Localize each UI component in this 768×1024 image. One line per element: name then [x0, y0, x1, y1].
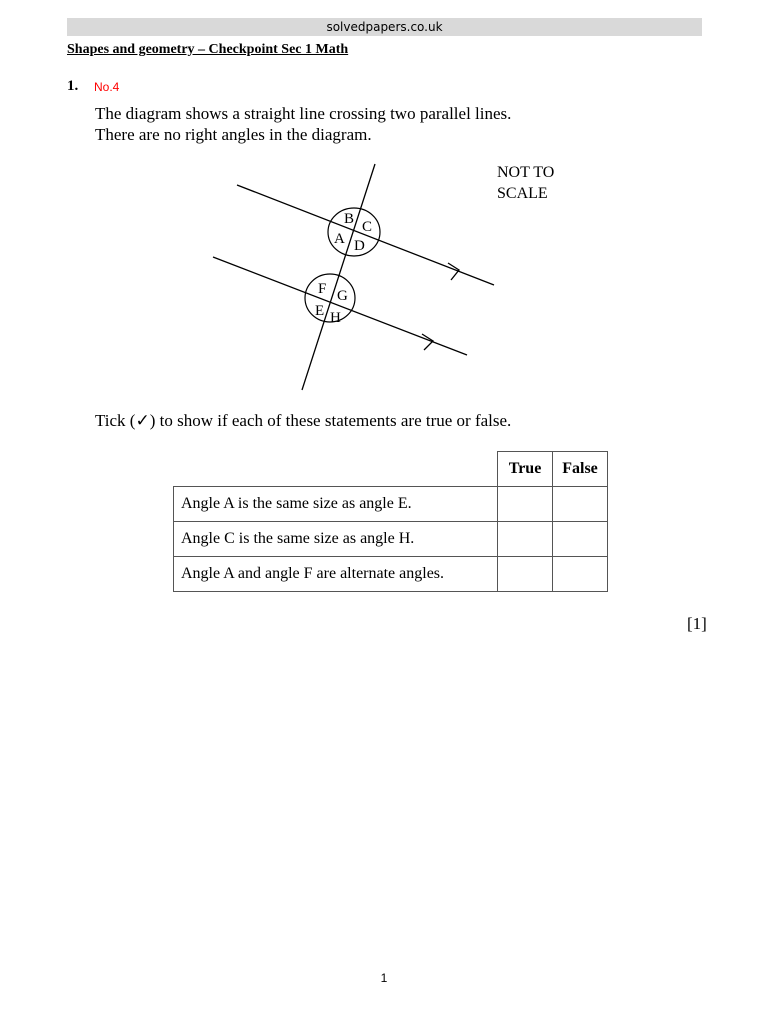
angle-label-b: B: [344, 211, 355, 227]
angle-label-d: D: [354, 238, 365, 254]
header-false: False: [553, 452, 608, 487]
statement-cell: Angle C is the same size as angle H.: [174, 522, 498, 557]
angle-label-f: F: [318, 281, 327, 297]
page-title: Shapes and geometry – Checkpoint Sec 1 Math: [67, 42, 349, 57]
parallel-lines-diagram: [0, 0, 768, 420]
angle-label-g: G: [337, 288, 348, 304]
statement-cell: Angle A is the same size as angle E.: [174, 487, 498, 522]
table-row: [174, 487, 608, 522]
parallel-arrow-1: [448, 263, 459, 280]
header-empty-cell: [174, 452, 498, 487]
question-ref: No.4: [94, 80, 120, 94]
question-number: 1.: [67, 78, 79, 94]
parallel-line-1: [237, 185, 494, 285]
question-line-1: The diagram shows a straight line crossing two parallel lines.: [95, 104, 512, 123]
parallel-arrow-2: [422, 334, 433, 350]
false-tick-cell[interactable]: [553, 487, 608, 522]
true-tick-cell[interactable]: [498, 487, 553, 522]
marks-indicator: [1]: [687, 614, 707, 633]
table-row: [174, 557, 608, 592]
statement-cell: Angle A and angle F are alternate angles.: [174, 557, 498, 592]
not-to-scale-note: NOT TO SCALE: [497, 164, 555, 202]
table-header-row: [174, 452, 608, 487]
page-number: 1: [380, 971, 388, 985]
table-row: [174, 522, 608, 557]
header-true: True: [498, 452, 553, 487]
angle-label-c: C: [362, 219, 373, 235]
angle-label-a: A: [334, 231, 345, 247]
instruction-text: Tick (✓) to show if each of these statements are true or false.: [95, 411, 512, 430]
true-false-table: [173, 451, 608, 592]
false-tick-cell[interactable]: [553, 522, 608, 557]
question-line-2: There are no right angles in the diagram.: [95, 125, 372, 144]
header-site: solvedpapers.co.uk: [326, 20, 443, 34]
angle-label-h: H: [330, 310, 341, 326]
transversal-line: [302, 164, 375, 390]
angle-label-e: E: [315, 303, 325, 319]
false-tick-cell[interactable]: [553, 557, 608, 592]
true-tick-cell[interactable]: [498, 522, 553, 557]
true-tick-cell[interactable]: [498, 557, 553, 592]
